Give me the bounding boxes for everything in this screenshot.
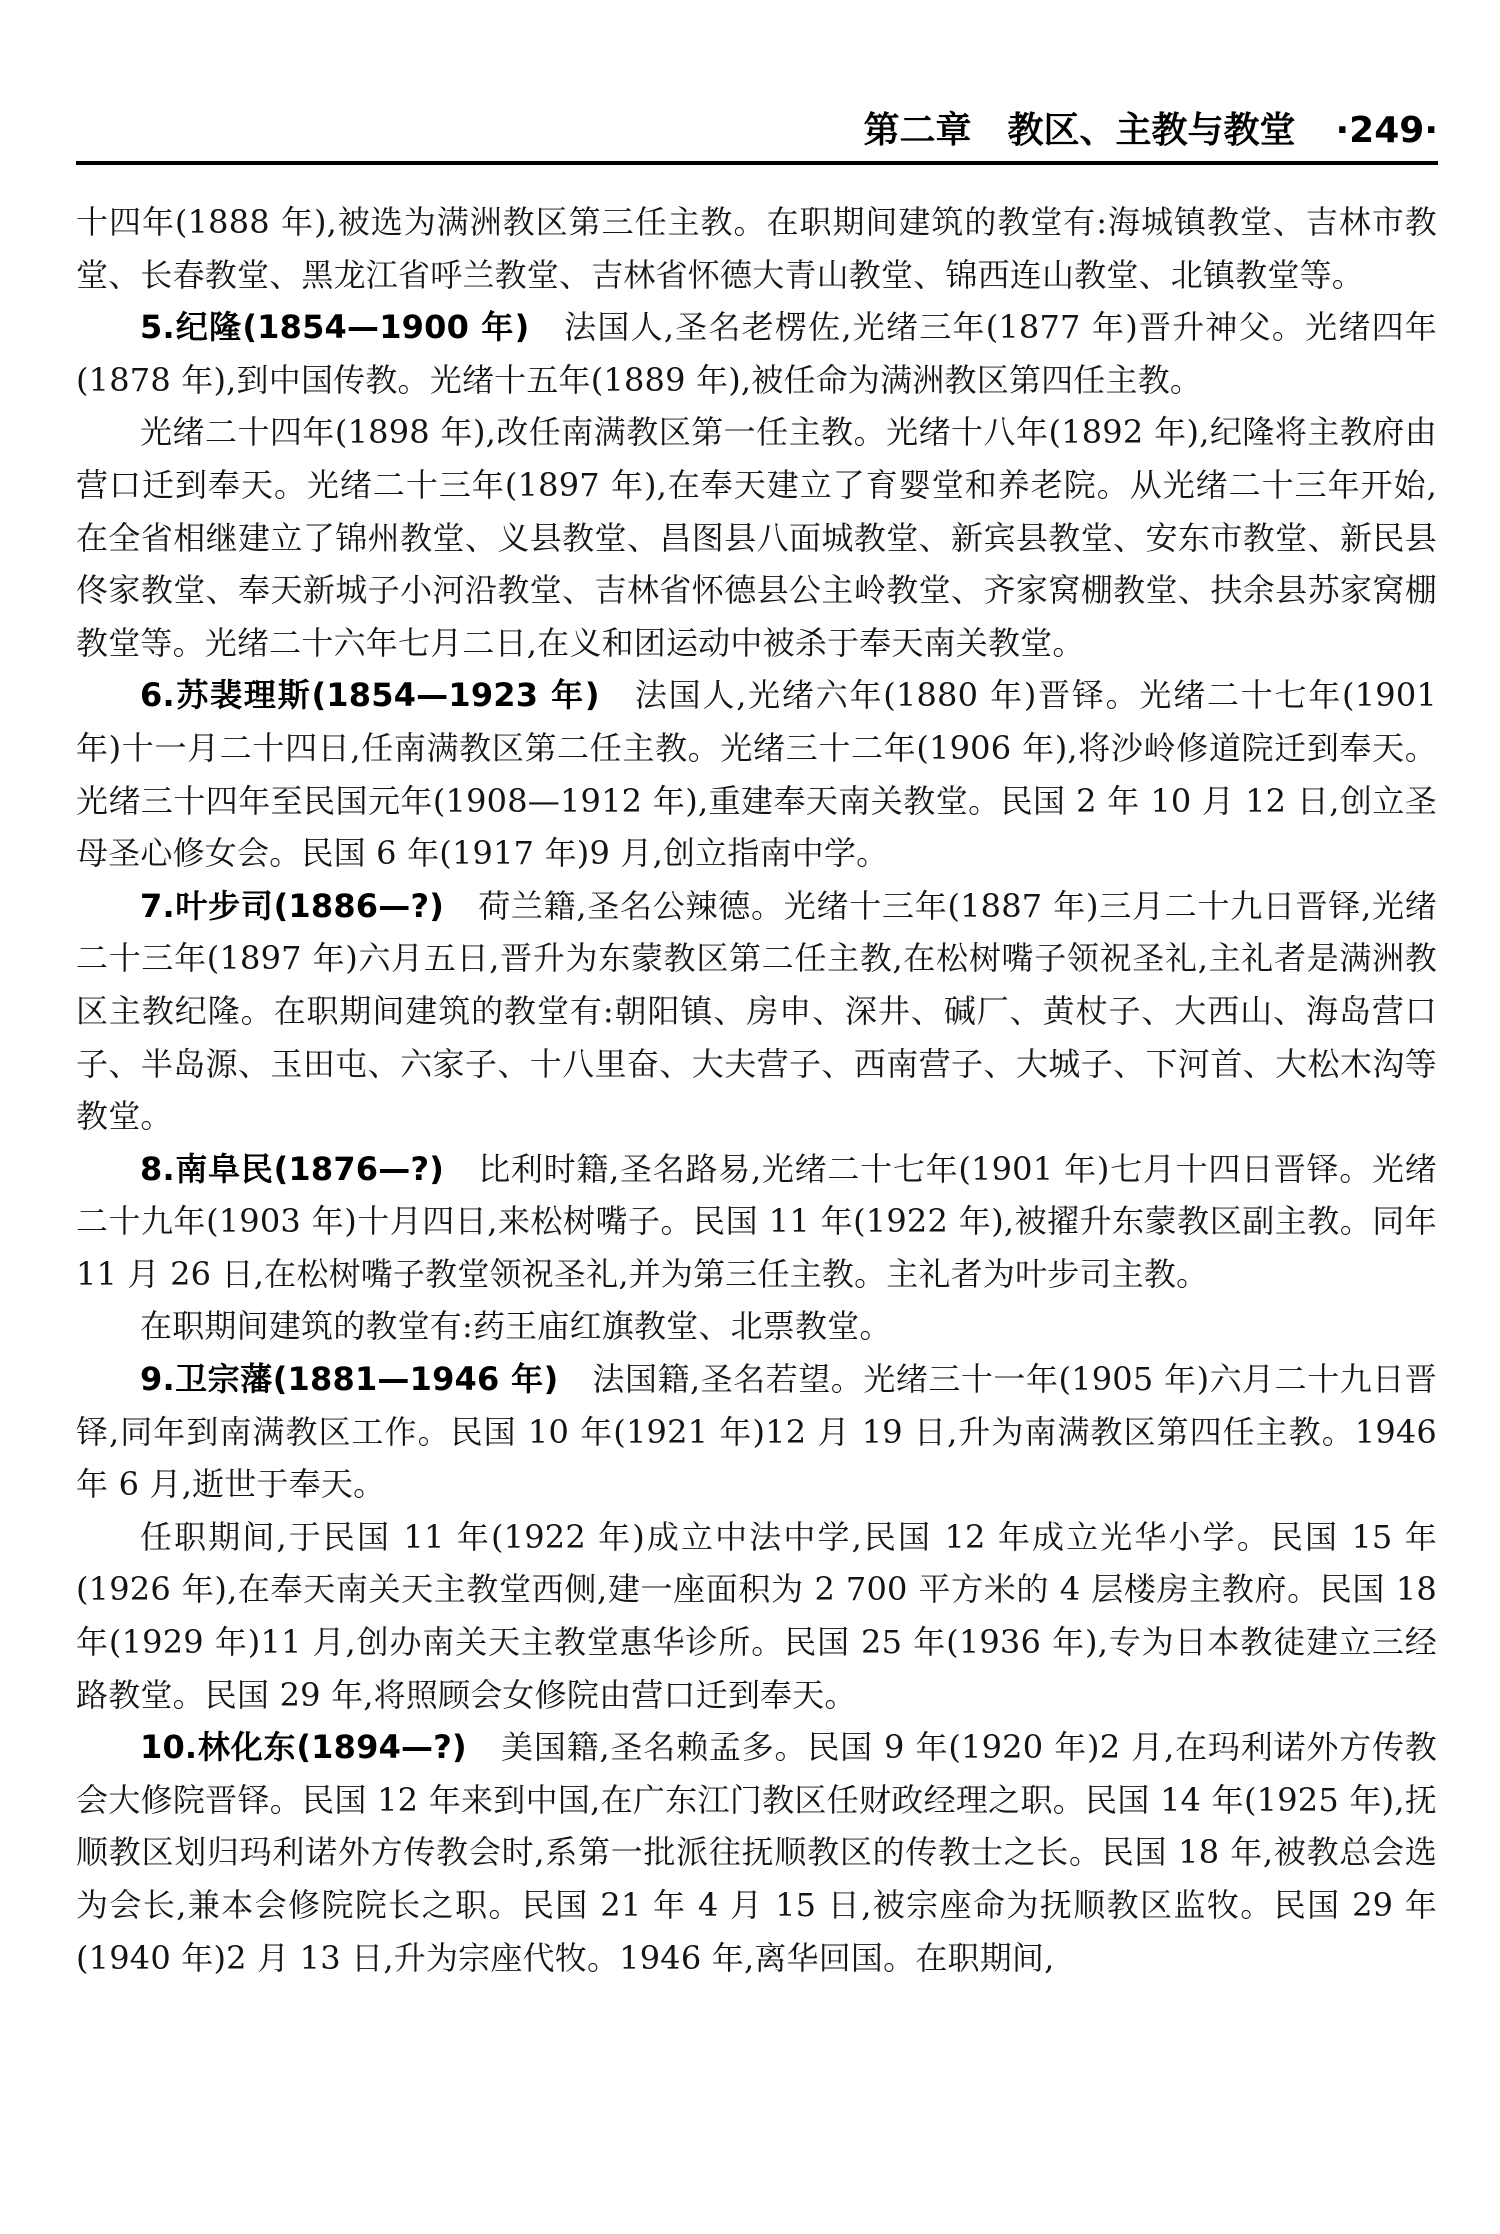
paragraph-text: 法国籍,圣名若望。光绪三十一年(1905 年)六月二十九日晋铎,同年到南满教区工作。民国 10 年(1921 年)12 月 19 日,升为南满教区第四任主教。1946 年 6 月,逝世于奉天。 — [76, 1360, 1437, 1504]
entry-heading: 6.苏裴理斯(1854—1923 年) — [140, 676, 600, 715]
header-rule — [76, 161, 1438, 165]
paragraph — [76, 880, 1437, 1143]
running-head — [76, 110, 1438, 152]
paragraph — [76, 1511, 1437, 1721]
paragraph-text: 光绪二十四年(1898 年),改任南满教区第一任主教。光绪十八年(1892 年),纪隆将主教府由营口迁到奉天。光绪二十三年(1897 年),在奉天建立了育婴堂和养老院。从光绪二十三年开始,在全省相继建立了锦州教堂、义县教堂、昌图县八面城教堂、新宾县教堂、安东市教堂、新民县佟家教堂、奉天新城子小河沿教堂、吉林省怀德县公主岭教堂、齐家窝棚教堂、扶余县苏家窝棚教堂等。光绪二十六年七月二日,在义和团运动中被杀于奉天南关教堂。 — [76, 413, 1437, 662]
entry-heading: 9.卫宗藩(1881—1946 年) — [140, 1360, 559, 1399]
paragraph — [76, 1143, 1437, 1301]
entry-heading: 8.南阜民(1876—?) — [140, 1149, 445, 1188]
entry-heading: 5.纪隆(1854—1900 年) — [140, 308, 530, 347]
paragraph-text: 荷兰籍,圣名公辣德。光绪十三年(1887 年)三月二十九日晋铎,光绪二十三年(1897 年)六月五日,晋升为东蒙教区第二任主教,在松树嘴子领祝圣礼,主礼者是满洲教区主教纪隆。在职期间建筑的教堂有:朝阳镇、房申、深井、碱厂、黄杖子、大西山、海岛营口子、半岛源、玉田屯、六家子、十八里奋、大夫营子、西南营子、大城子、下河首、大松木沟等教堂。 — [76, 886, 1437, 1136]
paragraph — [76, 406, 1437, 669]
entry-heading: 10.林化东(1894—?) — [140, 1728, 467, 1767]
paragraph-text: 美国籍,圣名赖孟多。民国 9 年(1920 年)2 月,在玛利诺外方传教会大修院晋铎。民国 12 年来到中国,在广东江门教区任财政经理之职。民国 14 年(1925 年),抚顺教区划归玛利诺外方传教会时,系第一批派往抚顺教区的传教士之长。民国 18 年,被教总会选为会长,兼本会修院院长之职。民国 21 年 4 月 15 日,被宗座命为抚顺教区监牧。民国 29 年(1940 年)2 月 13 日,升为宗座代牧。1946 年,离华回国。在职期间, — [76, 1728, 1437, 1977]
page-header — [76, 110, 1438, 165]
paragraph — [76, 669, 1437, 879]
paragraph-text: 在职期间建筑的教堂有:药王庙红旗教堂、北票教堂。 — [140, 1307, 892, 1346]
paragraph — [76, 1353, 1437, 1511]
paragraph-text: 任职期间,于民国 11 年(1922 年)成立中法中学,民国 12 年成立光华小学。民国 15 年(1926 年),在奉天南关天主教堂西侧,建一座面积为 2 700 平方米的 4 层楼房主教府。民国 18 年(1929 年)11 月,创办南关天主教堂惠华诊所。民国 25 年(1936 年),专为日本教徒建立三经路教堂。民国 29 年,将照顾会女修院由营口迁到奉天。 — [76, 1517, 1437, 1714]
paragraph-text: 十四年(1888 年),被选为满洲教区第三任主教。在职期间建筑的教堂有:海城镇教堂、吉林市教堂、长春教堂、黑龙江省呼兰教堂、吉林省怀德大青山教堂、锦西连山教堂、北镇教堂等。 — [76, 203, 1437, 294]
page-body — [76, 196, 1437, 1984]
paragraph — [76, 1721, 1437, 1984]
entry-heading: 7.叶步司(1886—?) — [140, 886, 445, 925]
chapter-title: 第二章 教区、主教与教堂 — [863, 110, 1296, 151]
paragraph-text: 法国人,圣名老楞佐,光绪三年(1877 年)晋升神父。光绪四年(1878 年),到中国传教。光绪十五年(1889 年),被任命为满洲教区第四任主教。 — [76, 308, 1438, 399]
paragraph-text: 比利时籍,圣名路易,光绪二十七年(1901 年)七月十四日晋铎。光绪二十九年(1903 年)十月四日,来松树嘴子。民国 11 年(1922 年),被擢升东蒙教区副主教。同年 11 月 26 日,在松树嘴子教堂领祝圣礼,并为第三任主教。主礼者为叶步司主教。 — [76, 1149, 1437, 1293]
paragraph — [76, 1300, 1437, 1353]
paragraph — [76, 196, 1437, 301]
paragraph — [76, 301, 1437, 406]
page-number: ·249· — [1335, 110, 1438, 151]
paragraph-text: 法国人,光绪六年(1880 年)晋铎。光绪二十七年(1901 年)十一月二十四日,任南满教区第二任主教。光绪三十二年(1906 年),将沙岭修道院迁到奉天。光绪三十四年至民国元年(1908—1912 年),重建奉天南关教堂。民国 2 年 10 月 12 日,创立圣母圣心修女会。民国 6 年(1917 年)9 月,创立指南中学。 — [76, 676, 1437, 873]
